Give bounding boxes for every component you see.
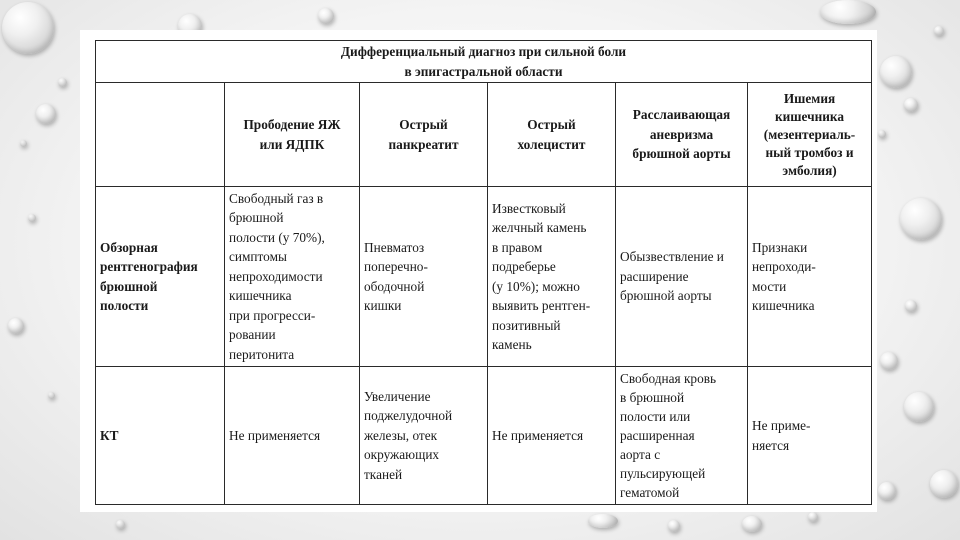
table-cell: Обызвествление и расширение брюшной аорты <box>616 187 748 367</box>
column-header-aortic-aneurysm: Расслаивающая аневризма брюшной аорты <box>616 83 748 187</box>
water-drop-decoration <box>904 392 934 422</box>
water-drop-decoration <box>900 198 942 240</box>
table-cell: Увеличение поджелудочной железы, отек окружающих тканей <box>360 367 488 505</box>
table-cell: Известковый желчный камень в правом подреберье (у 10%); можно выявить рентген- позитивный камень <box>488 187 616 367</box>
water-drop-decoration <box>58 78 67 87</box>
column-header-perforation: Прободение ЯЖ или ЯДПК <box>225 83 360 187</box>
table-header-row <box>96 83 872 187</box>
table-cell: Признаки непроходи- мости кишечника <box>748 187 872 367</box>
water-drop-decoration <box>36 104 56 124</box>
column-header-intestinal-ischemia: Ишемия кишечника (мезентериаль- ный тромбоз и эмболия) <box>748 83 872 187</box>
water-drop-decoration <box>318 8 334 24</box>
table-title-row <box>96 41 872 83</box>
column-header-empty <box>96 83 225 187</box>
water-drop-decoration <box>668 520 680 532</box>
water-drop-decoration <box>116 520 125 529</box>
table-row-xray <box>96 187 872 367</box>
table-cell: Пневматоз поперечно- ободочной кишки <box>360 187 488 367</box>
water-drop-decoration <box>8 318 24 334</box>
water-drop-decoration <box>28 214 36 222</box>
differential-diagnosis-table <box>95 40 872 505</box>
column-header-pancreatitis: Острый панкреатит <box>360 83 488 187</box>
water-drop-decoration <box>905 300 917 312</box>
table-row-ct <box>96 367 872 505</box>
water-drop-decoration <box>808 512 818 522</box>
water-drop-decoration <box>820 0 876 24</box>
table-cell: Не применяется <box>225 367 360 505</box>
row-header-ct: КТ <box>96 367 225 505</box>
water-drop-decoration <box>904 98 918 112</box>
water-drop-decoration <box>48 392 55 399</box>
table-title: Дифференциальный диагноз при сильной боли в эпигастральной области <box>96 41 872 83</box>
water-drop-decoration <box>934 26 944 36</box>
column-header-cholecystitis: Острый холецистит <box>488 83 616 187</box>
water-drop-decoration <box>880 56 912 88</box>
table-cell: Не приме- няется <box>748 367 872 505</box>
water-drop-decoration <box>20 140 27 147</box>
water-drop-decoration <box>878 482 896 500</box>
water-drop-decoration <box>2 2 54 54</box>
document-sheet <box>80 30 877 512</box>
water-drop-decoration <box>930 470 958 498</box>
table-cell: Свободная кровь в брюшной полости или расширенная аорта с пульсирующей гематомой <box>616 367 748 505</box>
water-drop-decoration <box>588 514 618 528</box>
table-cell: Свободный газ в брюшной полости (у 70%), симптомы непроходимости кишечника при прогресси- ровании перитонита <box>225 187 360 367</box>
water-drop-decoration <box>742 516 762 532</box>
water-drop-decoration <box>880 352 898 370</box>
water-drop-decoration <box>878 130 886 138</box>
row-header-xray: Обзорная рентгенография брюшной полости <box>96 187 225 367</box>
table-cell: Не применяется <box>488 367 616 505</box>
